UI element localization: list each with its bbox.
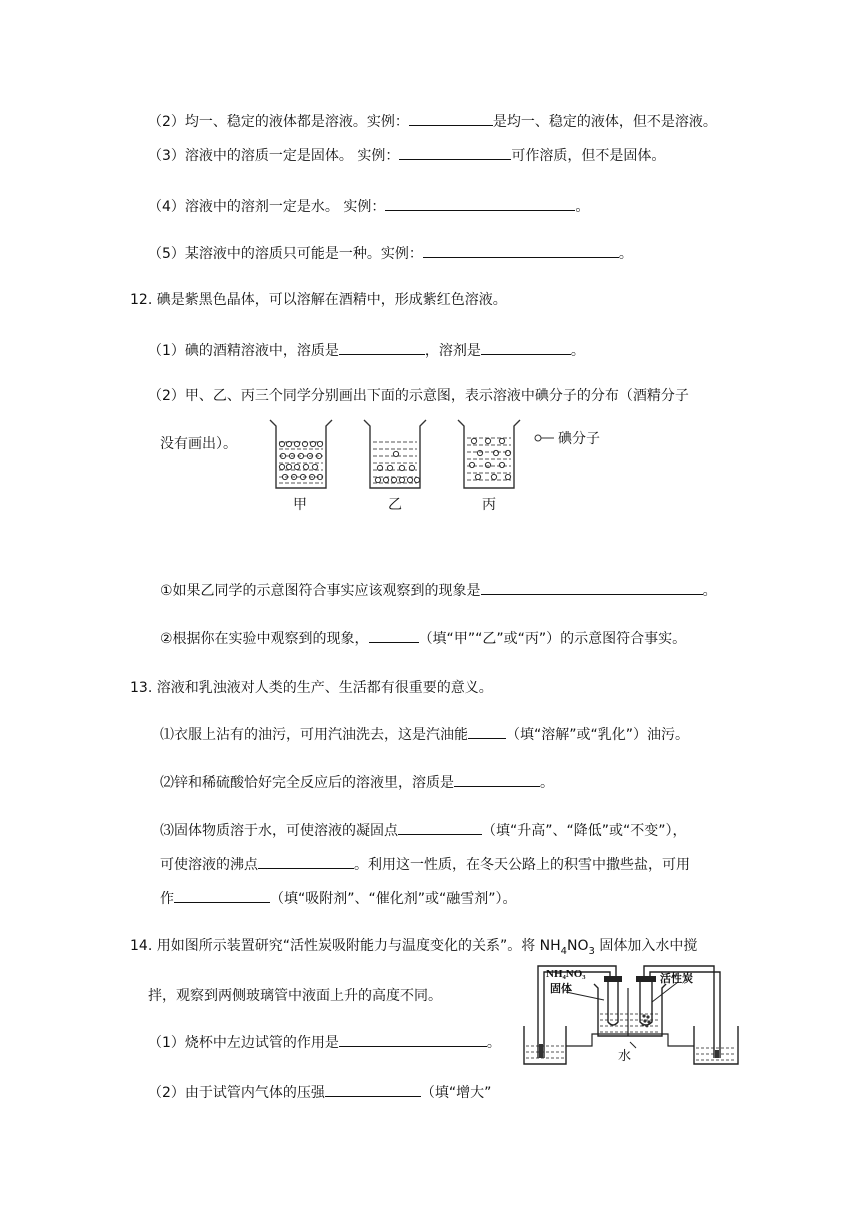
answer-blank[interactable] <box>481 580 703 595</box>
answer-blank[interactable] <box>325 1082 421 1097</box>
answer-blank[interactable] <box>174 888 270 903</box>
q12-item-2-cont: 没有画出）。 <box>160 436 237 452</box>
answer-blank[interactable] <box>258 854 354 869</box>
question-14-cont: 拌，观察到两侧玻璃管中液面上升的高度不同。 <box>148 988 442 1004</box>
carbon-particles <box>642 1014 651 1027</box>
q13-item-2: ⑵锌和稀硫酸恰好完全反应后的溶液里，溶质是 。 <box>160 772 554 793</box>
right-beaker <box>694 1026 738 1064</box>
question-12: 12. 碘是紫黑色晶体，可以溶解在酒精中，形成紫红色溶液。 <box>130 292 507 308</box>
beaker-yi <box>364 420 426 488</box>
q12-subitem-2: ②根据你在实验中观察到的现象， （填“甲”“乙”或“丙”）的示意图符合事实。 <box>160 628 686 649</box>
left-tube-liquid <box>539 1044 543 1058</box>
q11-item-5: （5）某溶液中的溶质只可能是一种。实例： 。 <box>148 243 633 264</box>
carbon-label: 活性炭 <box>660 972 693 985</box>
question-14: 14. 用如图所示装置研究“活性炭吸附能力与温度变化的关系”。将 $NH_4NO_3$ 固体加入水中搅 <box>130 938 698 957</box>
answer-blank[interactable] <box>409 111 493 126</box>
molecule-legend <box>535 435 554 441</box>
legend-label: 碘分子 <box>558 430 600 446</box>
answer-blank[interactable] <box>468 724 506 739</box>
q13-item-3-cont2: 作 （填“吸附剂”、“催化剂”或“融雪剂”）。 <box>160 888 517 909</box>
q11-item-3: （3）溶液中的溶质一定是固体。 实例： 可作溶质，但不是固体。 <box>148 145 665 166</box>
answer-blank[interactable] <box>339 340 425 355</box>
q13-item-1: ⑴衣服上沾有的油污，可用汽油洗去，这是汽油能 （填“溶解”或“乳化”）油污。 <box>160 724 689 745</box>
q13-item-3-cont: 可使溶液的沸点 。利用这一性质，在冬天公路上的积雪中撒些盐，可用 <box>160 854 690 875</box>
pointer-line <box>630 1042 636 1048</box>
q11-item-4: （4）溶液中的溶剂一定是水。 实例： 。 <box>148 196 589 217</box>
q14-item-1: （1）烧杯中左边试管的作用是 。 <box>148 1032 501 1053</box>
q14-item-2: （2）由于试管内气体的压强 （填“增大” <box>148 1082 491 1103</box>
answer-blank[interactable] <box>385 196 575 211</box>
solid-label: 固体 <box>550 982 572 995</box>
beaker-bing <box>458 420 520 488</box>
label-bing: 丙 <box>482 497 496 513</box>
center-beaker <box>594 984 666 1036</box>
nh4no3-label: NH₄NO₃ <box>546 968 586 980</box>
left-beaker <box>524 1026 566 1064</box>
answer-blank[interactable] <box>369 628 419 643</box>
apparatus-diagram <box>518 962 758 1068</box>
right-tube-liquid <box>715 1050 719 1058</box>
answer-blank[interactable] <box>399 145 511 160</box>
answer-blank[interactable] <box>454 772 540 787</box>
stopper-left <box>604 976 622 982</box>
answer-blank[interactable] <box>398 820 482 835</box>
q13-item-3: ⑶固体物质溶于水，可使溶液的凝固点 （填“升高”、“降低”或“不变”）， <box>160 820 687 841</box>
beaker-jia <box>270 420 332 488</box>
label-jia: 甲 <box>293 497 307 513</box>
answer-blank[interactable] <box>481 340 571 355</box>
q12-item-2: （2）甲、乙、丙三个同学分别画出下面的示意图，表示溶液中碘分子的分布（酒精分子 <box>148 388 689 404</box>
question-13: 13. 溶液和乳浊液对人类的生产、生活都有很重要的意义。 <box>130 680 493 696</box>
q12-item-1: （1）碘的酒精溶液中，溶质是 ，溶剂是 。 <box>148 340 585 361</box>
test-tubes <box>608 980 652 1025</box>
water-label: 水 <box>618 1049 632 1064</box>
beaker-diagram <box>262 416 622 516</box>
stopper-right <box>636 976 656 982</box>
q11-item-2: （2）均一、稳定的液体都是溶液。实例： 是均一、稳定的液体，但不是溶液。 <box>148 111 717 132</box>
q12-subitem-1: ①如果乙同学的示意图符合事实应该观察到的现象是 。 <box>160 580 717 601</box>
label-yi: 乙 <box>388 497 402 513</box>
answer-blank[interactable] <box>339 1032 487 1047</box>
answer-blank[interactable] <box>423 243 619 258</box>
